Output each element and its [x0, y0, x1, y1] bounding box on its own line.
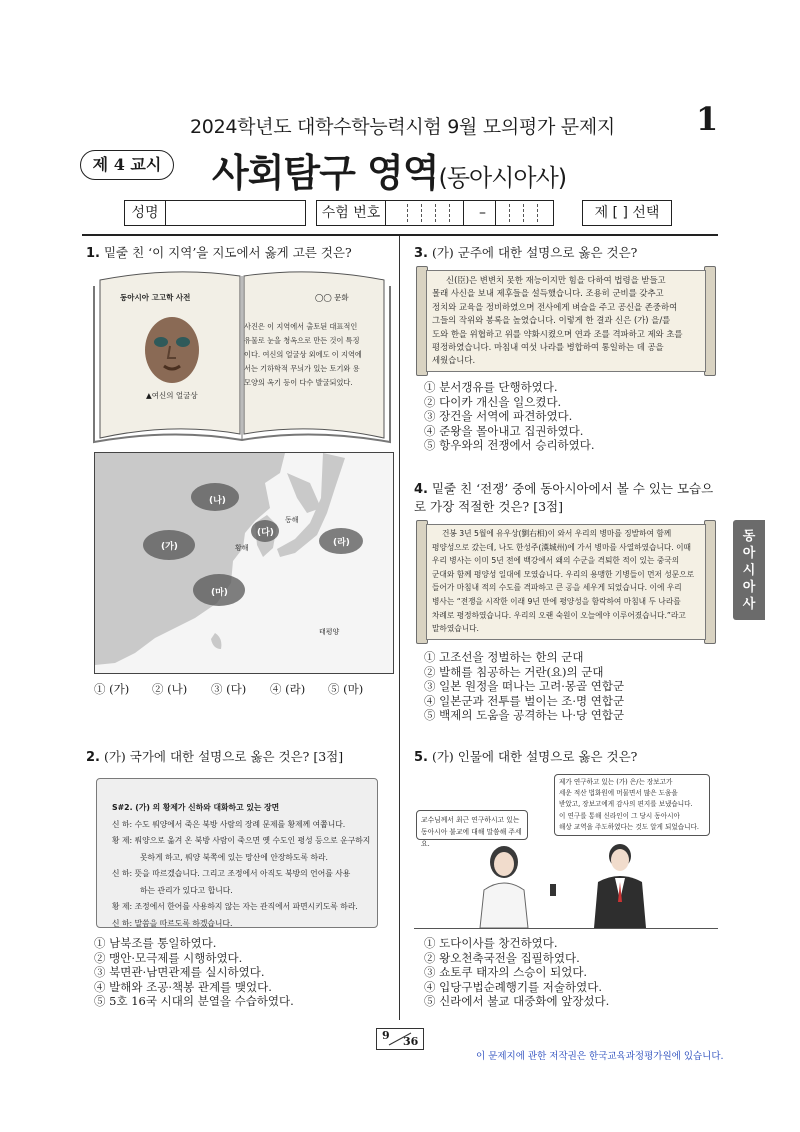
q5-stem: [414, 748, 718, 766]
q1-text: 밑줄 친 ‘이 지역’을 지도에서 옳게 고른 것은?: [103, 245, 352, 260]
side-tab-char-4: 아: [742, 580, 756, 595]
q5-bubble-right-2: 세운 적산 법화원에 머물면서 많은 도움을: [559, 789, 678, 798]
q3-passage: [432, 274, 702, 368]
q1-number: 1.: [86, 246, 100, 261]
q3-choice-5[interactable]: ⑤ 항우와의 전쟁에서 승리하였다.: [424, 438, 595, 452]
book-text: 사진은 이 지역에서 출토된 대표적인 유물로 눈을 청옥으로 만든 것이 특징이다. 여신의 얼굴상 외에도 이 지역에서는 기하학적 무늬가 있는 토기와 용 모양의 옥기 등이 다수 발굴되었다.: [244, 322, 362, 387]
q1-choice-3[interactable]: ③ (다): [211, 682, 247, 696]
q3-choices: [424, 380, 595, 453]
q2-choice-4[interactable]: ④ 발해와 조공·책봉 관계를 맺었다.: [94, 979, 272, 994]
q1-choice-4[interactable]: ④ (라): [270, 682, 306, 696]
q5-choices: [424, 936, 609, 1009]
q1-stem: [86, 244, 396, 262]
q2-line-6: 황 제: 조정에서 한어를 사용하지 않는 자는 관직에서 파면시키도록 하라.: [112, 902, 358, 911]
q2-choices: [94, 936, 294, 1009]
q5-bubble-right: [554, 774, 710, 836]
goddess-face-icon: [145, 317, 199, 383]
q5-bubble-right-5: 해상 교역을 주도하였다는 것도 알게 되었습니다.: [559, 822, 699, 831]
q2-choice-3[interactable]: ③ 북면관·남면관제를 실시하였다.: [94, 965, 265, 979]
map-label-na: (나): [209, 496, 226, 506]
q4-passage-line-1: 건봉 3년 5월에 유우상(劉右相)이 와서 우리의 병마를 징발하여 함께: [442, 529, 672, 538]
q3-passage-line-5: 도와 한을 위협하고 위를 약화시켰으며 연과 조를 격파하고 제와 초를: [432, 328, 683, 339]
exam-number-field[interactable]: [316, 200, 554, 226]
q4-choice-3[interactable]: ③ 일본 원정을 떠나는 고려·몽골 연합군: [424, 679, 625, 693]
q2-line-5: 하는 관리가 있다고 합니다.: [140, 885, 233, 895]
q2-scene-title: S#2. (가) 의 황제가 신하와 대화하고 있는 장면: [112, 803, 280, 812]
q5-bubble-right-3: 받았고, 장보고에게 감사의 편지를 보냈습니다.: [559, 800, 693, 809]
q5-bubble-left: [416, 810, 528, 848]
q3-choice-2[interactable]: ② 다이카 개신을 일으켰다.: [424, 394, 562, 409]
exam-number-dash: –: [479, 205, 486, 221]
q4-passage-line-2: 평양성으로 갔는데, 나도 한성주(漢城州)에 가서 병마를 사열하였습니다. 이때: [432, 542, 691, 552]
side-tab-char-5: 사: [742, 597, 756, 612]
q3-passage-line-4: 그들의 작위와 봉록을 높였습니다. 이렇게 한 결과 신은 (가) 을/를: [432, 315, 671, 326]
q5-choice-5[interactable]: ⑤ 신라에서 불교 대중화에 앞장섰다.: [424, 994, 610, 1008]
page-number: 1: [696, 100, 719, 138]
q5-bubble-right-4: 이 연구를 통해 신라인이 그 당시 동아시아: [559, 811, 680, 820]
header-divider: [82, 234, 718, 236]
q4-choice-5[interactable]: ⑤ 백제의 도움을 공격하는 나·당 연합군: [424, 708, 625, 722]
book-title: 동아시아 고고학 사전: [120, 293, 191, 302]
side-tab-char-2: 아: [742, 546, 756, 561]
q3-stem: [414, 244, 724, 262]
book-tag: ◯◯ 문화: [315, 293, 349, 302]
q3-passage-line-7: 세웠습니다.: [432, 355, 476, 366]
q4-choice-2[interactable]: ② 발해를 침공하는 거란(요)의 군대: [424, 664, 604, 679]
q4-passage-line-4: 군대와 함께 평양성 일대에 모였습니다. 우리의 용맹한 기병들이 먼저 성문으로: [432, 569, 695, 579]
q4-passage-line-3: 우리 병사는 이미 5년 전에 백강에서 왜의 수군을 격퇴한 적이 있는 중국의: [432, 556, 680, 566]
map-label-ra: (라): [333, 538, 350, 548]
q3-choice-4[interactable]: ④ 준왕을 몰아내고 집권하였다.: [424, 423, 584, 438]
q5-number: 5.: [414, 750, 428, 765]
side-tab-char-3: 시: [742, 563, 756, 578]
copyright-notice: 이 문제지에 관한 저작권은 한국교육과정평가원에 있습니다.: [476, 1051, 724, 1062]
map-yellow-sea: 황해: [235, 544, 249, 552]
q5-bubble-right-1: 제가 연구하고 있는 (가) 은/는 장보고가: [559, 778, 673, 786]
q2-line-3: 못하게 하고, 뤄양 북쪽에 있는 망산에 안장하도록 하라.: [140, 852, 329, 862]
q5-bubble-left-2: 동아시아 불교에 대해 말씀해 주세요.: [421, 828, 522, 848]
q1-choice-5[interactable]: ⑤ (마): [328, 682, 364, 696]
footer-page-total: 36: [403, 1035, 419, 1048]
book-caption: ▲여신의 얼굴상: [146, 391, 198, 400]
q1-map: [94, 452, 394, 674]
q1-choice-2[interactable]: ② (나): [152, 682, 188, 696]
q4-stem: [414, 480, 718, 515]
map-label-ga: (가): [161, 542, 178, 552]
q3-choice-1[interactable]: ① 분서갱유를 단행하였다.: [424, 380, 558, 394]
q3-passage-line-1: 신(臣)은 변변치 못한 재능이지만 힘을 다하여 법령을 받들고: [446, 275, 666, 285]
side-tab-char-1: 동: [742, 529, 756, 544]
footer-page-indicator: [376, 1028, 424, 1050]
q4-choice-1[interactable]: ① 고조선을 정벌하는 한의 군대: [424, 650, 584, 664]
q3-choice-3[interactable]: ③ 장건을 서역에 파견하였다.: [424, 409, 573, 423]
map-label-ma: (마): [211, 588, 228, 598]
q5-choice-1[interactable]: ① 도다이사를 창건하였다.: [424, 936, 558, 950]
q5-choice-3[interactable]: ③ 쇼토쿠 태자의 스승이 되었다.: [424, 965, 588, 979]
subject-side-tab: [733, 520, 765, 620]
q4-number: 4.: [414, 482, 428, 497]
footer-page-current: 9: [382, 1029, 390, 1042]
q4-passage-line-6: 병사는 “전쟁을 시작한 이래 9년 만에 평양성을 함락하여 마침내 두 나라를: [432, 596, 681, 606]
q2-choice-2[interactable]: ② 맹안·모극제를 시행하였다.: [94, 950, 243, 965]
subject-sub: (동아시아사): [438, 164, 567, 192]
q3-number: 3.: [414, 246, 428, 261]
exam-title: 2024학년도 대학수학능력시험 9월 모의평가 문제지: [190, 116, 615, 138]
q3-passage-line-2: 몰래 사신을 보내 제후들을 설득했습니다. 조용히 군비를 갖추고: [432, 288, 664, 299]
q2-text: (가) 국가에 대한 설명으로 옳은 것은? [3점]: [103, 749, 344, 764]
subject-title: [212, 142, 566, 197]
q2-stem: [86, 748, 396, 766]
exam-number-label: 수험 번호: [317, 201, 386, 225]
q2-choice-5[interactable]: ⑤ 5호 16국 시대의 분열을 수습하였다.: [94, 994, 294, 1008]
q4-passage: [432, 527, 704, 636]
selection-field[interactable]: 제 [ ] 선택: [582, 200, 672, 226]
q5-choice-2[interactable]: ② 왕오천축국전을 집필하였다.: [424, 950, 580, 965]
map-pacific: 태평양: [319, 628, 340, 636]
q4-choices: [424, 650, 624, 723]
q2-number: 2.: [86, 750, 100, 765]
q4-passage-line-8: 말하였습니다.: [432, 624, 480, 634]
q2-line-7: 신 하: 말씀을 따르도록 하겠습니다.: [112, 918, 233, 928]
q2-line-2: 황 제: 뤄양으로 옮겨 온 북방 사람이 죽으면 옛 수도인 평성 등으로 운구하지: [112, 836, 371, 845]
q3-text: (가) 군주에 대한 설명으로 옳은 것은?: [431, 245, 638, 260]
q3-passage-line-3: 정치와 교육을 정비하였으며 전사에게 벼슬을 주고 공신을 존중하여: [432, 301, 678, 312]
name-field[interactable]: [124, 200, 306, 226]
q4-text: 밑줄 친 ‘전쟁’ 중에 동아시아에서 볼 수 있는 모습으로 가장 적절한 것은? [3점]: [414, 481, 714, 514]
q5-people-icon: [414, 840, 718, 928]
q3-passage-line-6: 평정하였습니다. 마침내 여섯 나라를 병합하여 통일하는 데 공을: [432, 342, 664, 353]
map-east-sea: 동해: [285, 516, 299, 524]
subject-main: 사회탐구 영역: [212, 151, 439, 195]
q2-line-1: 신 하: 수도 뤄양에서 죽은 북방 사람의 장례 문제를 황제께 여쭙니다.: [112, 819, 346, 829]
q4-choice-4[interactable]: ④ 일본군과 전투를 벌이는 조·명 연합군: [424, 693, 625, 708]
q2-choice-1[interactable]: ① 남북조를 통일하였다.: [94, 936, 217, 950]
q5-bubble-left-1: 교수님께서 최근 연구하시고 있는: [421, 816, 520, 824]
q1-choice-1[interactable]: ① (가): [94, 682, 130, 696]
map-label-da: (다): [257, 528, 274, 538]
q5-choice-4[interactable]: ④ 입당구법순례행기를 저술하였다.: [424, 979, 602, 994]
q2-script: [112, 800, 372, 932]
column-divider: [399, 236, 400, 1020]
q4-passage-line-7: 차례로 평정하였습니다. 우리의 오랜 숙원이 오늘에야 이루어졌습니다.”라고: [432, 610, 686, 620]
q2-line-4: 신 하: 뜻을 따르겠습니다. 그리고 조정에서 아직도 북방의 언어를 사용: [112, 869, 351, 878]
name-label: 성명: [125, 201, 166, 225]
q4-passage-line-5: 들어가 마침내 적의 수도를 격파하고 큰 공을 세우게 되었습니다. 이에 우리: [432, 583, 682, 593]
q5-text: (가) 인물에 대한 설명으로 옳은 것은?: [431, 749, 638, 764]
session-label: 제 4 교시: [80, 150, 174, 180]
